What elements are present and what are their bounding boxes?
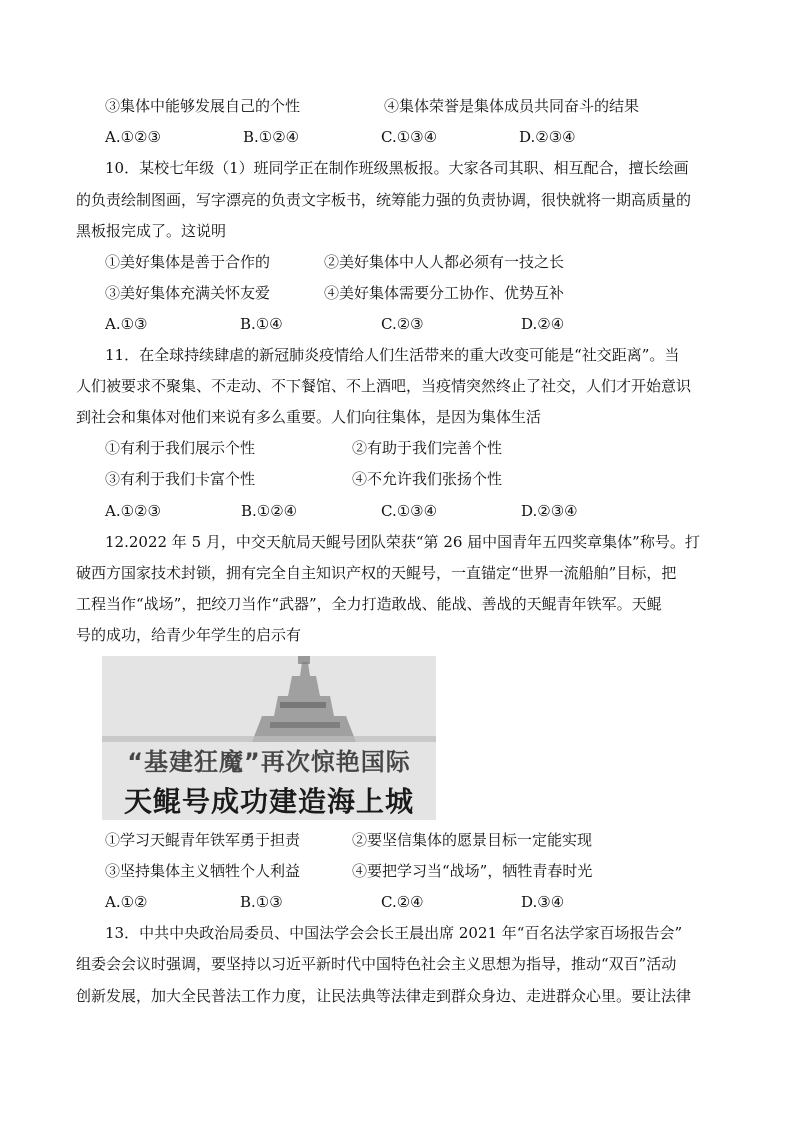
q10-stem-line-3: 黑板报完成了。这说明	[76, 222, 227, 240]
q11-statement-4: ④不允许我们张扬个性	[352, 470, 503, 488]
q11-statement-1: ①有利于我们展示个性	[105, 439, 256, 457]
q9-option-d: D.②③④	[519, 128, 576, 146]
q12-stem-line-1: 12.2022 年 5 月，中交天航局天鲲号团队荣获“第 26 届中国青年五四奖章集体”称号。打	[105, 533, 700, 551]
q13-stem-line-1: 13．中共中央政治局委员、中国法学会会长王晨出席 2021 年“百名法学家百场报告会”	[105, 924, 683, 942]
q11-option-a: A.①②③	[105, 502, 161, 520]
q11-option-b: B.①②④	[241, 502, 298, 520]
q11-statement-3: ③有利于我们卡富个性	[105, 470, 256, 488]
q12-statement-2: ②要坚信集体的愿景目标一定能实现	[352, 831, 593, 849]
q10-option-b: B.①④	[240, 315, 283, 333]
q9-option-c: C.①③④	[381, 128, 438, 146]
q9-statement-4: ④集体荣誉是集体成员共同奋斗的结果	[384, 97, 640, 115]
q12-statement-3: ③坚持集体主义牺牲个人利益	[105, 862, 301, 880]
q12-stem-line-3: 工程当作“战场”，把绞刀当作“武器”，全力打造敢战、能战、善战的天鲲青年铁军。天鲲	[76, 595, 662, 613]
q12-option-a: A.①②	[105, 893, 148, 911]
q11-stem-line-2: 人们被要求不聚集、不走动、不下餐馆、不上酒吧，当疫情突然终止了社交，人们才开始意识	[76, 377, 692, 395]
q10-stem-line-2: 的负责绘制图画，写字漂亮的负责文字板书，统筹能力强的负责协调，很快就将一期高质量的	[76, 191, 692, 209]
q10-option-a: A.①③	[105, 315, 148, 333]
q12-stem-line-2: 破西方国家技术封锁，拥有完全自主知识产权的天鲲号，一直锚定“世界一流船舶”目标，把	[76, 564, 677, 582]
q11-option-c: C.①③④	[381, 502, 438, 520]
q11-stem-line-3: 到社会和集体对他们来说有多么重要。人们向往集体，是因为集体生活	[76, 408, 542, 426]
q10-statement-3: ③美好集体充满关怀友爱	[105, 284, 271, 302]
q9-option-a: A.①②③	[105, 128, 161, 146]
q11-statement-2: ②有助于我们完善个性	[352, 439, 503, 457]
tiankun-news-image	[102, 656, 436, 820]
q12-option-b: B.①③	[240, 893, 283, 911]
q10-statement-2: ②美好集体中人人都必须有一技之长	[324, 253, 565, 271]
q9-option-b: B.①②④	[243, 128, 300, 146]
q10-stem-line-1: 10．某校七年级（1）班同学正在制作班级黑板报。大家各司其职、相互配合，擅长绘画	[105, 159, 689, 177]
q10-statement-1: ①美好集体是善于合作的	[105, 253, 271, 271]
q11-stem-line-1: 11．在全球持续肆虐的新冠肺炎疫情给人们生活带来的重大改变可能是“社交距离”。当	[105, 346, 680, 364]
q9-statement-3: ③集体中能够发展自己的个性	[105, 97, 301, 115]
q10-option-d: D.②④	[521, 315, 565, 333]
q10-option-c: C.②③	[381, 315, 424, 333]
q12-statement-1: ①学习天鲲青年铁军勇于担责	[105, 831, 301, 849]
image-caption-2: 天鲲号成功建造海上城	[123, 785, 414, 818]
q12-option-d: D.③④	[521, 893, 565, 911]
image-caption-1: “基建狂魔”再次惊艳国际	[127, 748, 411, 776]
q12-stem-line-4: 号的成功，给青少年学生的启示有	[76, 626, 302, 644]
q10-statement-4: ④美好集体需要分工协作、优势互补	[324, 284, 565, 302]
q13-stem-line-3: 创新发展，加大全民普法工作力度，让民法典等法律走到群众身边、走进群众心里。要让法律	[76, 987, 692, 1005]
q12-statement-4: ④要把学习当“战场”，牺牲青春时光	[352, 862, 593, 880]
q13-stem-line-2: 组委会会议时强调，要坚持以习近平新时代中国特色社会主义思想为指导，推动“双百”活动	[76, 955, 677, 973]
q12-option-c: C.②④	[381, 893, 424, 911]
q11-option-d: D.②③④	[521, 502, 578, 520]
